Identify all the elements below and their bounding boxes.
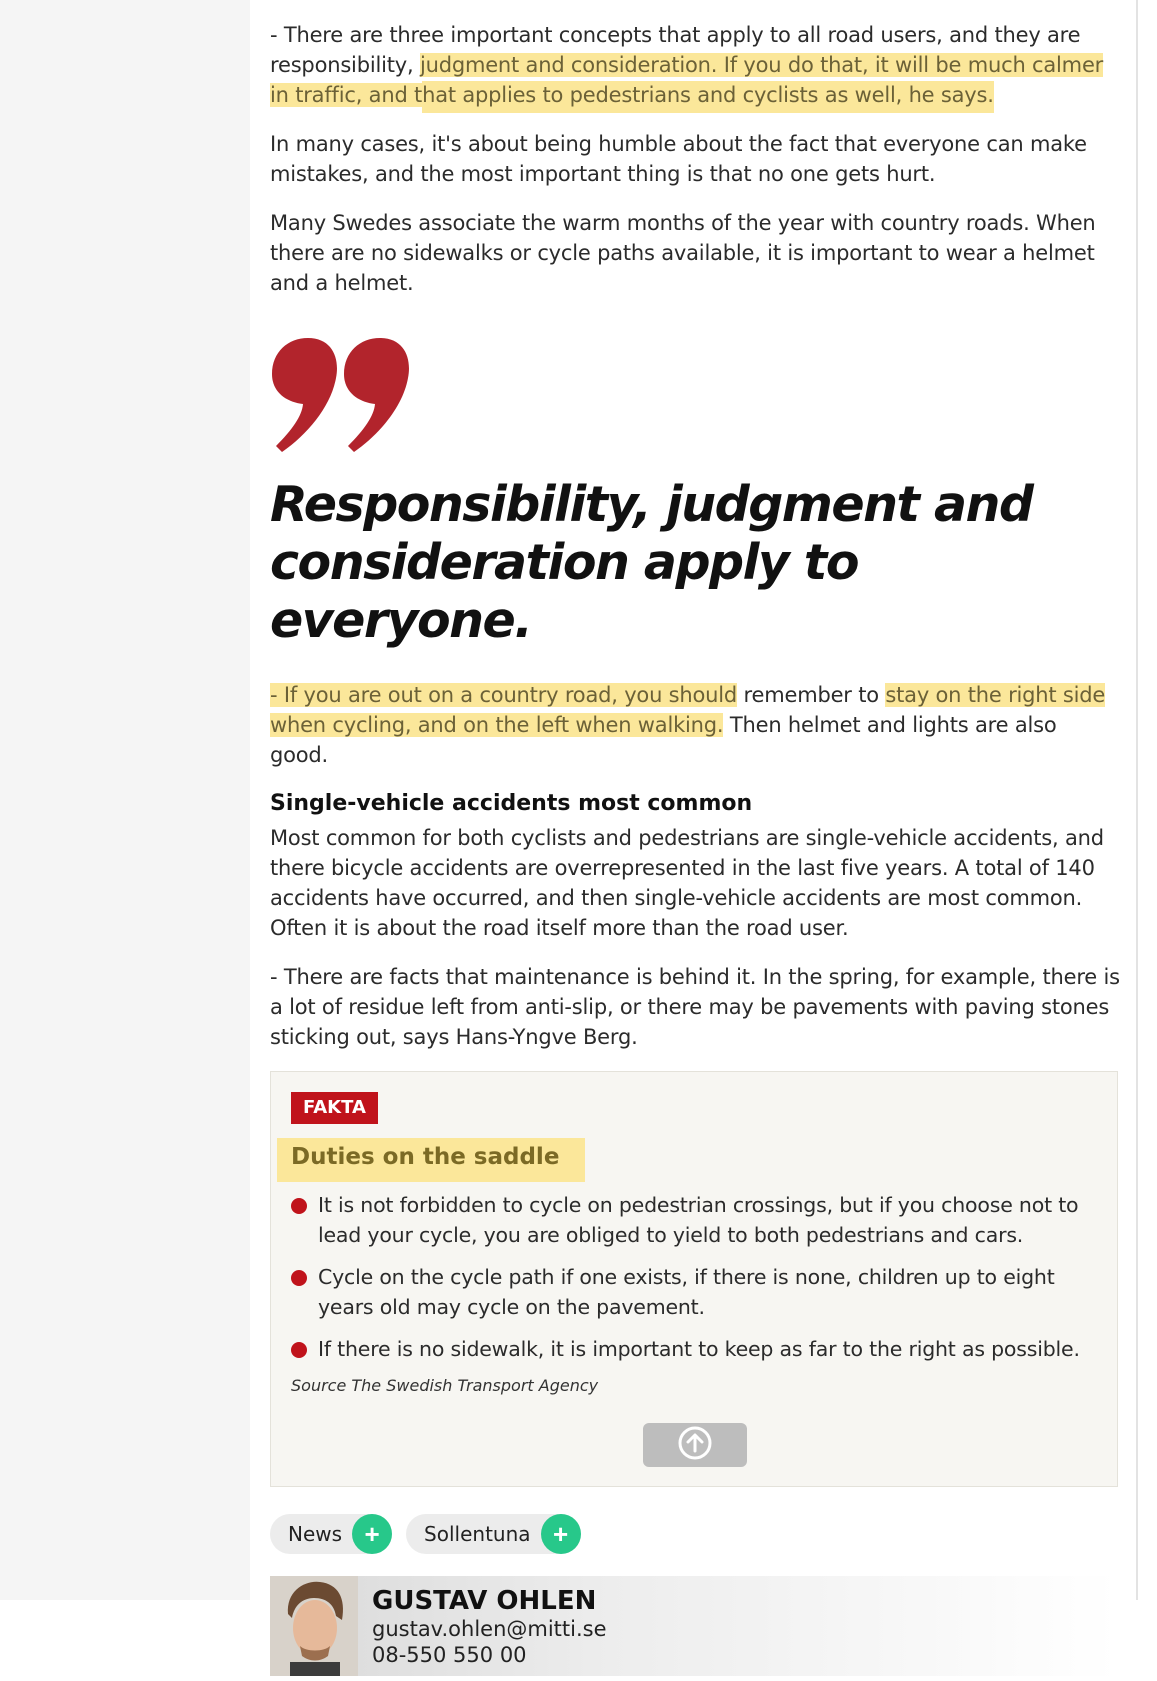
- bullet-icon: [291, 1198, 307, 1214]
- fact-list: [291, 1190, 1097, 1364]
- p4-text: remember to: [737, 683, 886, 707]
- fact-source: Source The Swedish Transport Agency: [291, 1376, 599, 1395]
- right-divider: [1136, 0, 1138, 1600]
- list-item: [291, 1334, 1097, 1364]
- paragraph-country-road: [270, 680, 1120, 770]
- author-card: [270, 1576, 1118, 1676]
- p1-text: - There are three important concepts that apply to all road users, and they are responsibility,: [270, 23, 1081, 77]
- fact-title-highlight: [277, 1138, 585, 1182]
- pull-quote: Responsibility, judgment and consideration apply to everyone.: [270, 476, 1033, 649]
- tag-news[interactable]: [270, 1514, 392, 1554]
- paragraph: Many Swedes associate the warm months of the year with country roads. When there are no sidewalks or cycle paths available, it is important to wear a helmet and a helmet.: [270, 211, 1096, 295]
- fact-box: [270, 1071, 1118, 1487]
- follow-tag-plus-icon[interactable]: +: [541, 1514, 581, 1554]
- highlight: judgment and consideration. If you do that, it will be much calmer in traffic, and t: [270, 53, 1104, 107]
- collapse-fact-button[interactable]: [643, 1423, 747, 1467]
- p4-text: Then helmet and lights are also good.: [270, 713, 1057, 767]
- article-body: [270, 0, 1120, 1676]
- tag-label: Sollentuna: [424, 1522, 531, 1546]
- author-email[interactable]: gustav.ohlen@mitti.se: [372, 1617, 607, 1641]
- follow-tag-plus-icon[interactable]: +: [352, 1514, 392, 1554]
- highlight: hat applies to pedestrians and cyclists as well, he says.: [422, 81, 994, 113]
- section-heading: Single-vehicle accidents most common: [270, 791, 753, 816]
- tag-list: [270, 1514, 1120, 1554]
- list-item-text: Cycle on the cycle path if one exists, if there is none, children up to eight years old may cycle on the pavement.: [318, 1265, 1055, 1319]
- bullet-icon: [291, 1342, 307, 1358]
- author-info: [358, 1576, 607, 1676]
- paragraph: In many cases, it's about being humble about the fact that everyone can make mistakes, and the most important thing is that no one gets hurt.: [270, 132, 1087, 186]
- paragraph: - There are facts that maintenance is behind it. In the spring, for example, there is a lot of residue left from anti-slip, or there may be pavements with paving stones sticking out, says Hans-Yngve Berg.: [270, 965, 1120, 1049]
- fact-title: Duties on the saddle: [291, 1144, 560, 1170]
- author-name: GUSTAV OHLEN: [372, 1586, 597, 1616]
- tag-sollentuna[interactable]: [406, 1514, 580, 1554]
- highlight: - If you are out on a country road, you should: [270, 683, 738, 707]
- paragraph-quote-intro: [270, 0, 1120, 110]
- fact-badge: FAKTA: [291, 1092, 378, 1124]
- arrow-up-circle-icon: [677, 1425, 713, 1466]
- list-item-text: If there is no sidewalk, it is important to keep as far to the right as possible.: [318, 1337, 1080, 1361]
- quote-mark-icon: [270, 336, 420, 456]
- list-item: [291, 1262, 1097, 1322]
- paragraph: Most common for both cyclists and pedestrians are single-vehicle accidents, and there bicycle accidents are overrepresented in the last five years. A total of 140 accidents have occurred, and then single-vehicle accidents are most common. Often it is about the road itself more than the road user.: [270, 826, 1104, 940]
- list-item: [291, 1190, 1097, 1250]
- list-item-text: It is not forbidden to cycle on pedestrian crossings, but if you choose not to lead your cycle, you are obliged to yield to both pedestrians and cars.: [318, 1193, 1079, 1247]
- left-gutter: [0, 0, 250, 1600]
- author-avatar: [270, 1576, 358, 1676]
- author-phone[interactable]: 08-550 550 00: [372, 1643, 527, 1667]
- tag-label: News: [288, 1522, 343, 1546]
- highlight: stay on the right side when cycling, and on the left when walking.: [270, 683, 1106, 737]
- bullet-icon: [291, 1270, 307, 1286]
